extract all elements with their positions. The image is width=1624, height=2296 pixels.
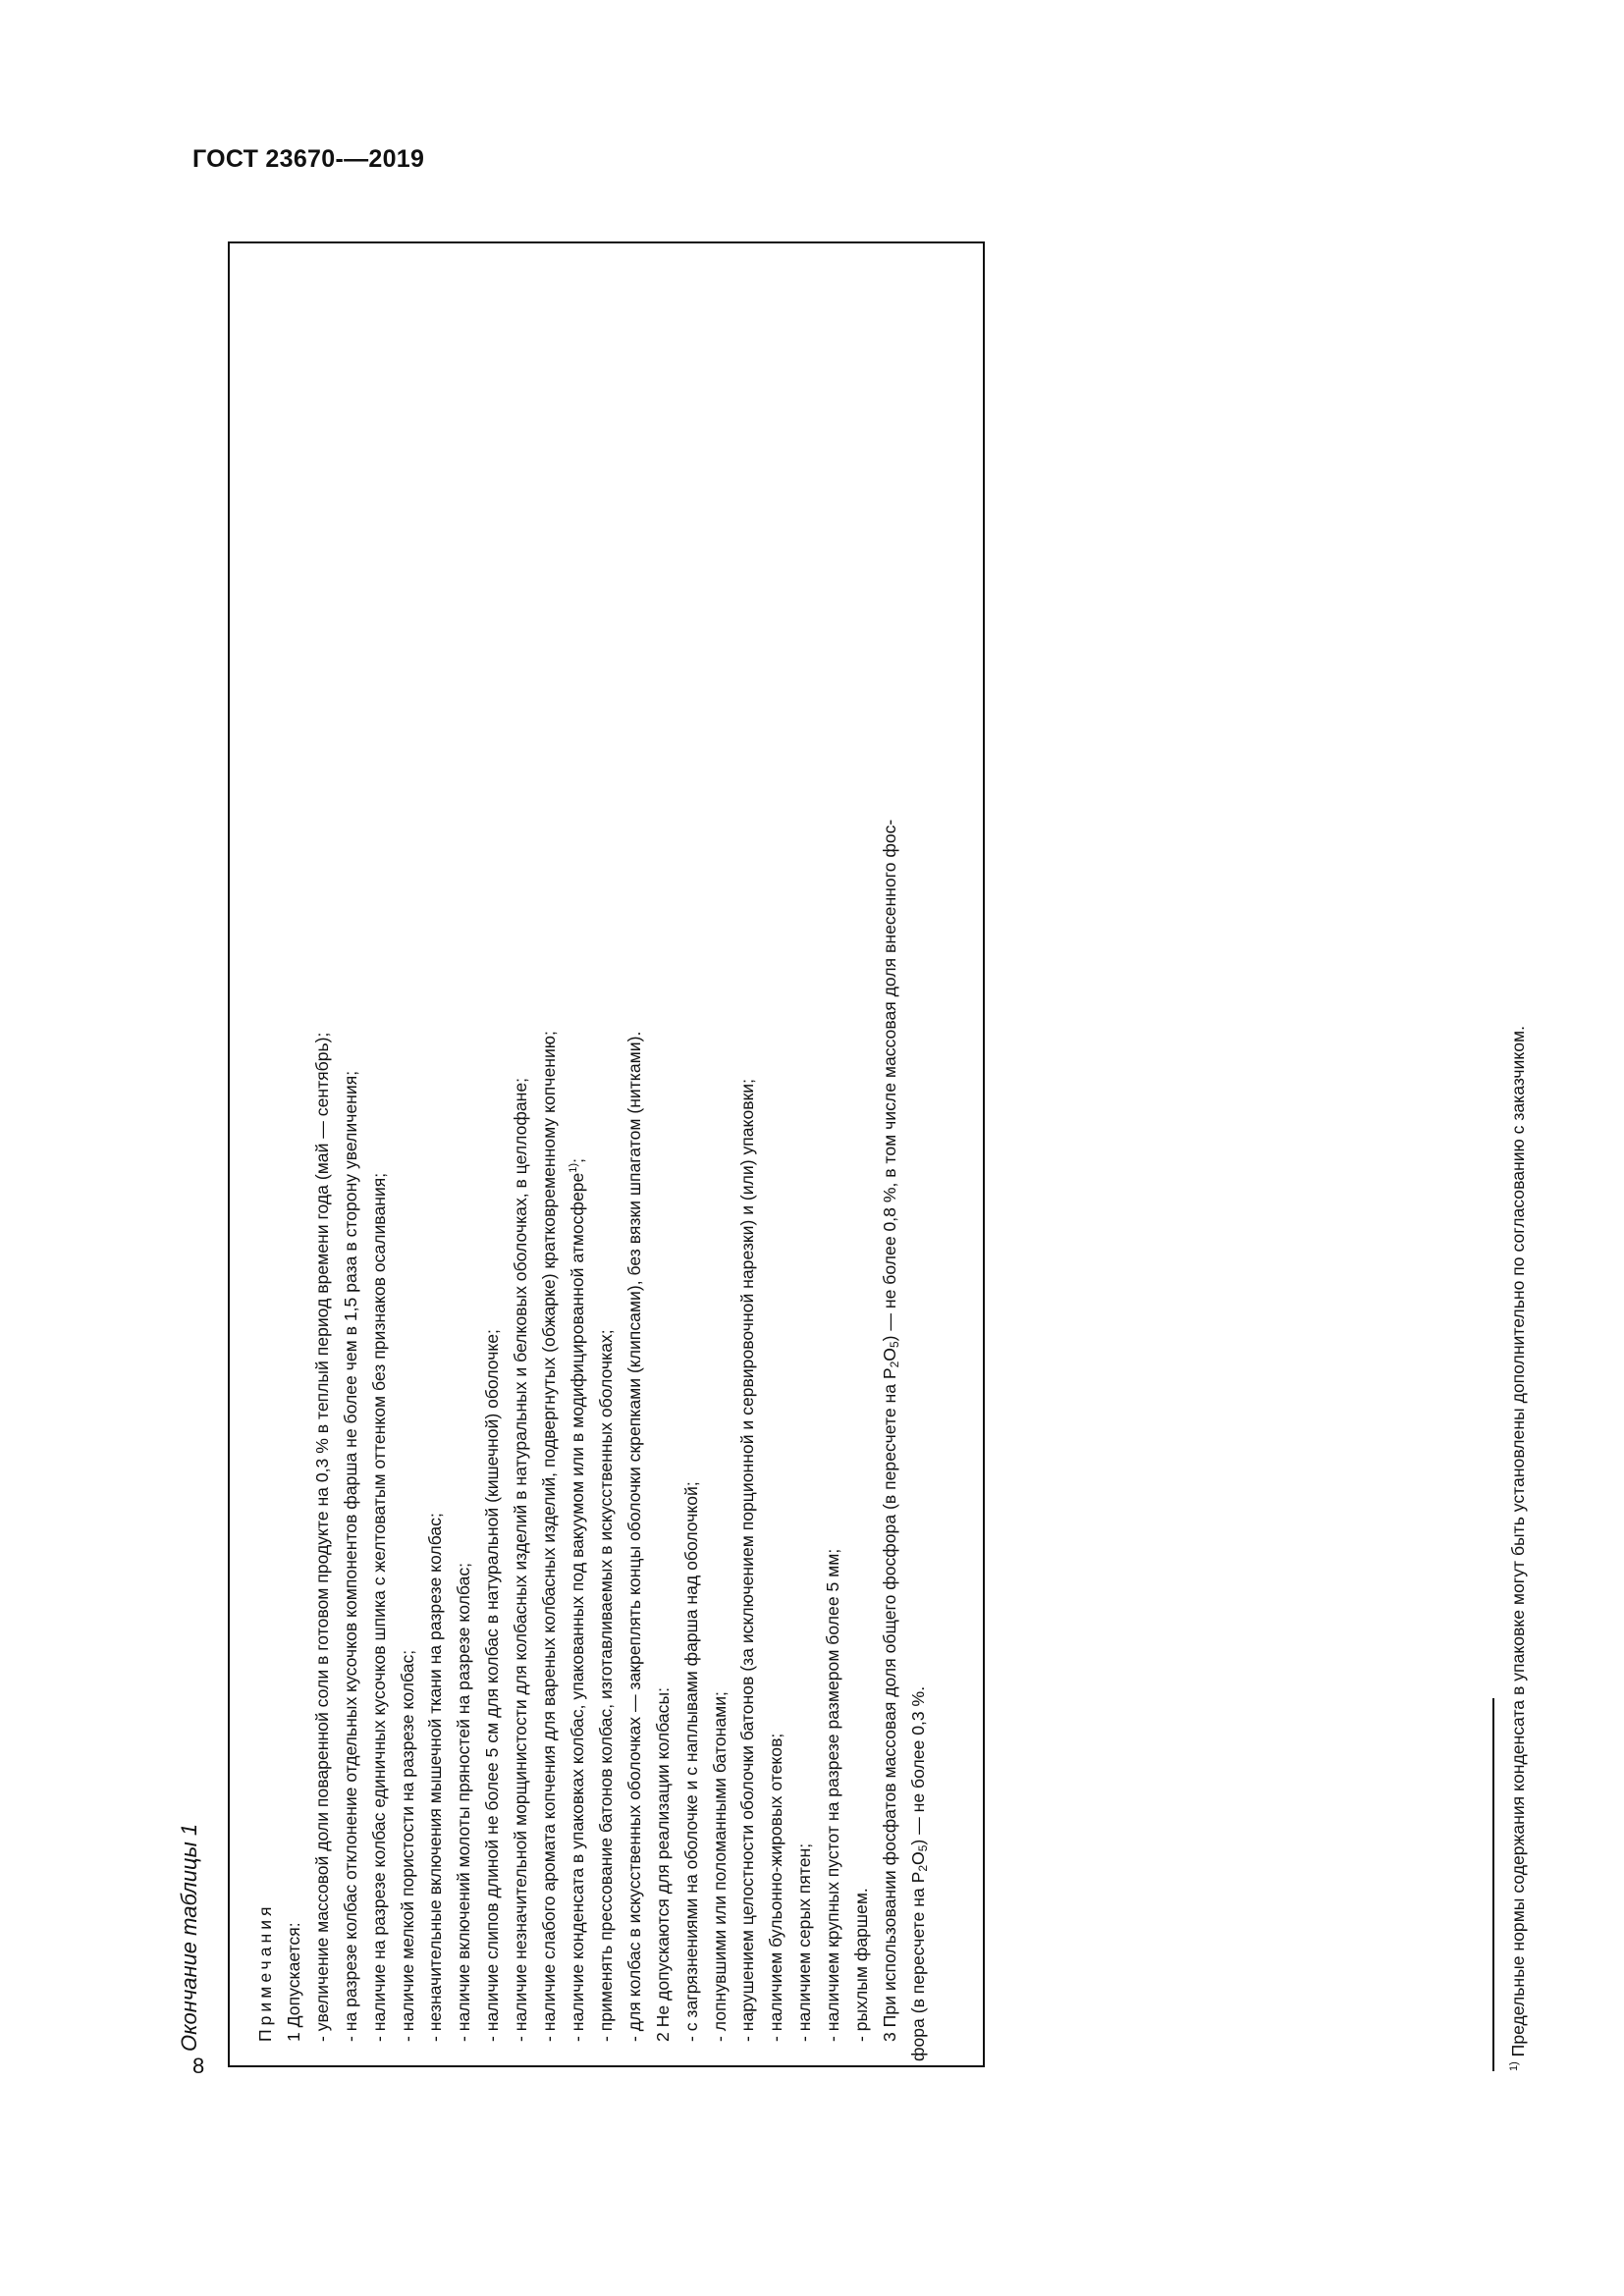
list-item: - наличием бульонно-жировых отеков; — [766, 1733, 786, 2042]
list-item: - рыхлым фаршем. — [851, 1888, 872, 2042]
notes-block — [251, 263, 933, 2061]
list-item: - наличием серых пятен; — [794, 1842, 815, 2042]
page-number: 8 — [192, 2054, 205, 2078]
section2-title: 2 Не допускаются для реализации колбасы: — [652, 1687, 673, 2042]
footnote-marker: 1) — [1508, 2061, 1520, 2071]
subscript: 5 — [915, 1844, 930, 1852]
list-item: - наличие мелкой пористости на разрезе колбас; — [397, 1649, 417, 2042]
text-span: ) — не более 0,3 %. — [907, 1685, 928, 1845]
list-item-with-footnote — [564, 263, 592, 2042]
text-span: O — [879, 1348, 899, 1362]
notes-table — [228, 241, 985, 2067]
list-item: - увеличение массовой доли поваренной соли в готовом продукте на 0,3 % в теплый период времени года (май — сентябрь); — [311, 1032, 332, 2042]
footnote-text: Предельные нормы содержания конденсата в упаковке могут быть установлены дополнительно по согласованию с заказчиком. — [1508, 1026, 1528, 2062]
notes-title: Примечания — [255, 1902, 275, 2042]
list-item: - наличие на разрезе колбас единичных кусочков шпика с желтоватым оттенком без признаков осаливания; — [368, 1172, 389, 2042]
list-item: - для колбас в искусственных оболочках — закреплять концы оболочки скрепками (клипсами), без вязки шпагатом (нитками). — [623, 1031, 644, 2042]
text-span: 3 При использовании фосфатов массовая доля общего фосфора (в пересчете на P — [879, 1367, 899, 2042]
list-item: - лопнувшими или поломанными батонами; — [709, 1691, 730, 2042]
section3-line1 — [876, 263, 904, 2042]
list-item: - нарушением целостности оболочки батонов (за исключением порционной и сервировочной нарезки) и (или) упаковки; — [737, 1079, 758, 2042]
section1-title: 1 Допускается: — [283, 1922, 303, 2042]
footnote-divider — [1492, 1698, 1494, 2071]
item-suffix: ; — [567, 1158, 587, 1163]
rotated-table-page — [177, 236, 1551, 2071]
section3-line2 — [904, 263, 933, 2061]
list-item: - наличие слипов длиной не более 5 см для колбас в натуральной (кишечной) оболочке; — [482, 1329, 503, 2042]
footnote-marker: 1) — [567, 1162, 579, 1173]
list-item-text: - наличие конденсата в упаковках колбас, упакованных под вакуумом или в модифицированной атмосфере — [567, 1172, 587, 2042]
text-span: O — [907, 1851, 928, 1865]
document-header: ГОСТ 23670-—2019 — [192, 145, 425, 173]
subscript: 5 — [887, 1341, 901, 1348]
list-item: - на разрезе колбас отклонение отдельных кусочков компонентов фарша не более чем в 1,5 раза в сторону увеличения; — [340, 1070, 360, 2042]
subscript: 2 — [887, 1361, 901, 1368]
footnote — [1508, 1026, 1529, 2071]
list-item: - наличие незначительной морщинистости для колбасных изделий в натуральных и белковых оболочках, в целлофане; — [511, 1077, 531, 2042]
list-item: - наличие включений молоты пряностей на разрезе колбас; — [454, 1562, 474, 2042]
list-item: - наличием крупных пустот на разрезе размером более 5 мм; — [823, 1548, 843, 2042]
text-span: фора (в пересчете на P — [907, 1871, 928, 2061]
text-span: ) — не более 0,8 %, в том числе массовая доля внесенного фос- — [879, 819, 899, 1342]
list-item: - наличие слабого аромата копчения для вареных колбасных изделий, подвергнутых (обжарке) кратковременному копчению; — [539, 1031, 560, 2042]
list-item: - с загрязнениями на оболочке и с наплывами фарша над оболочкой; — [680, 1481, 701, 2042]
list-item: - незначительные включения мышечной ткани на разрезе колбас; — [425, 1513, 446, 2042]
table-caption: Окончание таблицы 1 — [177, 1823, 201, 2052]
list-item: - применять прессование батонов колбас, изготавливаемых в искусственных оболочках; — [595, 1329, 616, 2042]
subscript: 2 — [915, 1864, 930, 1872]
